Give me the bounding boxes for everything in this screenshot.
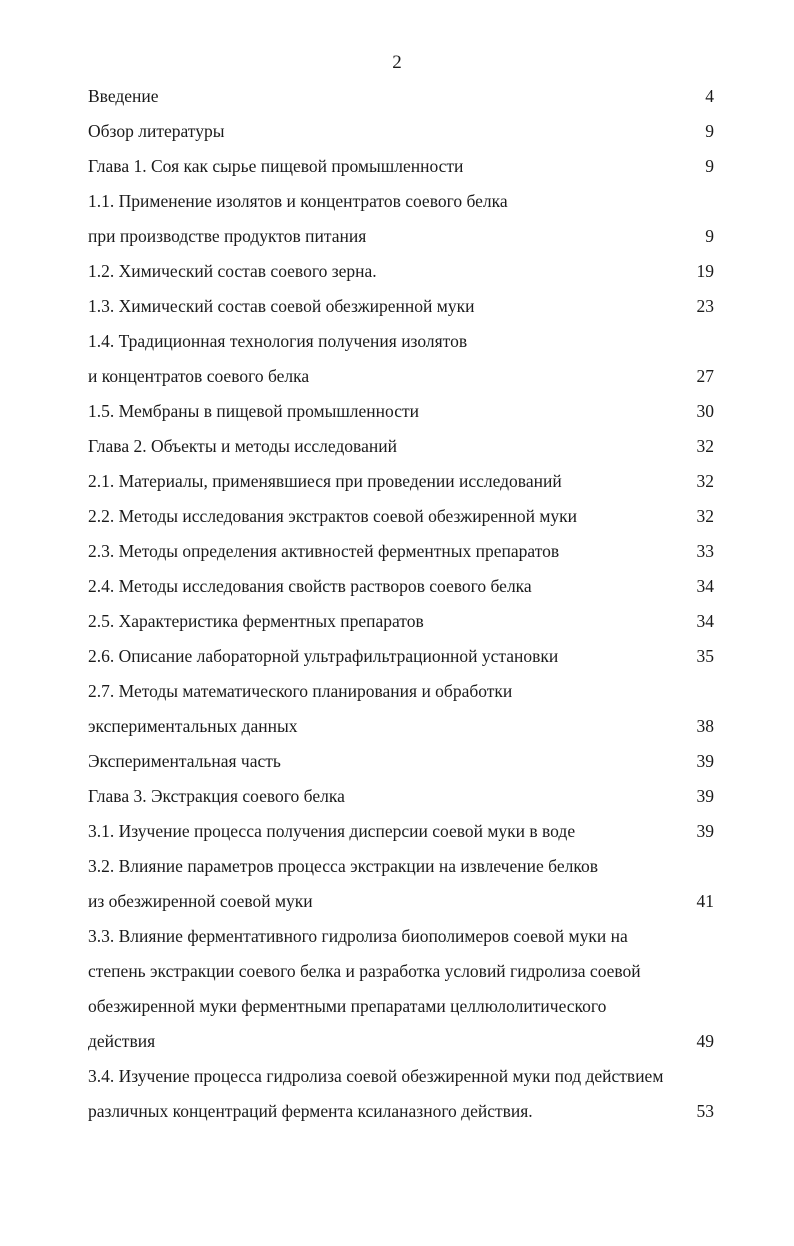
toc-entry-title: и концентратов соевого белка [88, 366, 310, 386]
toc-entry [88, 819, 714, 854]
toc-entry-title: Глава 2. Объекты и методы исследований [88, 436, 397, 456]
toc-entry-page: 9 [705, 121, 714, 141]
toc-entry-title: Глава 3. Экстракция соевого белка [88, 786, 345, 806]
toc-entry-page: 30 [696, 401, 714, 421]
toc-entry-page: 33 [696, 541, 714, 561]
toc-entry-title: степень экстракции соевого белка и разработка условий гидролиза соевой [88, 961, 641, 981]
toc-entry [88, 294, 714, 329]
toc-entry [88, 679, 714, 714]
toc-entry-title: различных концентраций фермента ксиланазного действия. [88, 1101, 533, 1121]
toc-entry [88, 714, 714, 749]
toc-entry-title: 2.2. Методы исследования экстрактов соевой обезжиренной муки [88, 506, 578, 526]
toc-entry-page: 34 [696, 576, 714, 596]
toc-entry [88, 994, 714, 1029]
toc-entry [88, 644, 714, 679]
toc-entry [88, 259, 714, 294]
toc-entry-page: 32 [696, 506, 714, 526]
toc-entry [88, 609, 714, 644]
toc-entry [88, 154, 714, 189]
toc-entry-page: 41 [696, 891, 714, 911]
toc-entry-title: 1.3. Химический состав соевой обезжиренной муки [88, 296, 475, 316]
toc-entry-title: 1.1. Применение изолятов и концентратов соевого белка [88, 191, 508, 211]
toc-entry-page: 32 [696, 436, 714, 456]
toc-entry [88, 84, 714, 119]
toc-entry-title: действия [88, 1031, 156, 1051]
toc-entry-title: 2.3. Методы определения активностей ферментных препаратов [88, 541, 560, 561]
toc-entry-title: 2.7. Методы математического планирования и обработки [88, 681, 513, 701]
toc-entry-title: Экспериментальная часть [88, 751, 281, 771]
toc-entry [88, 784, 714, 819]
toc-entry [88, 224, 714, 259]
toc-entry [88, 959, 714, 994]
toc-entry-title: 2.5. Характеристика ферментных препаратов [88, 611, 424, 631]
toc-entry-title: при производстве продуктов питания [88, 226, 367, 246]
toc-entry-title: 1.2. Химический состав соевого зерна. [88, 261, 377, 281]
toc-entry [88, 364, 714, 399]
toc-entry-title: обезжиренной муки ферментными препаратами целлюлолитического [88, 996, 607, 1016]
toc-entry-page: 39 [696, 751, 714, 771]
toc-entry-page: 23 [696, 296, 714, 316]
toc-entry-page: 49 [696, 1031, 714, 1051]
toc-entry [88, 504, 714, 539]
toc-entry [88, 469, 714, 504]
toc-entry-title: Введение [88, 86, 159, 106]
toc-entry-title: Обзор литературы [88, 121, 225, 141]
toc-entry-title: 2.1. Материалы, применявшиеся при проведении исследований [88, 471, 562, 491]
toc-entry-title: 3.4. Изучение процесса гидролиза соевой обезжиренной муки под действием [88, 1066, 664, 1086]
toc-entry-page: 35 [696, 646, 714, 666]
toc-entry [88, 854, 714, 889]
toc-entry [88, 189, 714, 224]
toc-entry-title: 3.1. Изучение процесса получения дисперсии соевой муки в воде [88, 821, 576, 841]
toc-entry [88, 889, 714, 924]
toc-entry-title: 1.5. Мембраны в пищевой промышленности [88, 401, 419, 421]
toc-entry-page: 39 [696, 821, 714, 841]
toc-entry [88, 749, 714, 784]
toc-entry-title: 2.4. Методы исследования свойств растворов соевого белка [88, 576, 532, 596]
toc-entry-page: 34 [696, 611, 714, 631]
toc-entry [88, 329, 714, 364]
toc-entry [88, 539, 714, 574]
toc-entry-page: 9 [705, 156, 714, 176]
toc-entry [88, 574, 714, 609]
toc-entry [88, 119, 714, 154]
toc-entry-title: экспериментальных данных [88, 716, 298, 736]
toc-entry-page: 53 [696, 1101, 714, 1121]
toc-entry-title: 3.2. Влияние параметров процесса экстракции на извлечение белков [88, 856, 598, 876]
toc-entry [88, 434, 714, 469]
toc-entry [88, 1064, 714, 1099]
toc-entry-page: 19 [696, 261, 714, 281]
toc-entry [88, 924, 714, 959]
toc-entry-title: Глава 1. Соя как сырье пищевой промышленности [88, 156, 464, 176]
table-of-contents [88, 84, 714, 1134]
toc-entry [88, 1099, 714, 1134]
toc-entry-page: 9 [705, 226, 714, 246]
toc-entry-page: 39 [696, 786, 714, 806]
toc-entry-title: из обезжиренной соевой муки [88, 891, 313, 911]
toc-entry-title: 1.4. Традиционная технология получения изолятов [88, 331, 468, 351]
page-number: 2 [392, 52, 402, 73]
toc-entry-page: 32 [696, 471, 714, 491]
toc-entry-page: 27 [696, 366, 714, 386]
toc-entry-title: 2.6. Описание лабораторной ультрафильтрационной установки [88, 646, 559, 666]
toc-entry-page: 4 [705, 86, 714, 106]
toc-entry [88, 1029, 714, 1064]
toc-entry-page: 38 [696, 716, 714, 736]
toc-entry [88, 399, 714, 434]
toc-entry-title: 3.3. Влияние ферментативного гидролиза биополимеров соевой муки на [88, 926, 628, 946]
